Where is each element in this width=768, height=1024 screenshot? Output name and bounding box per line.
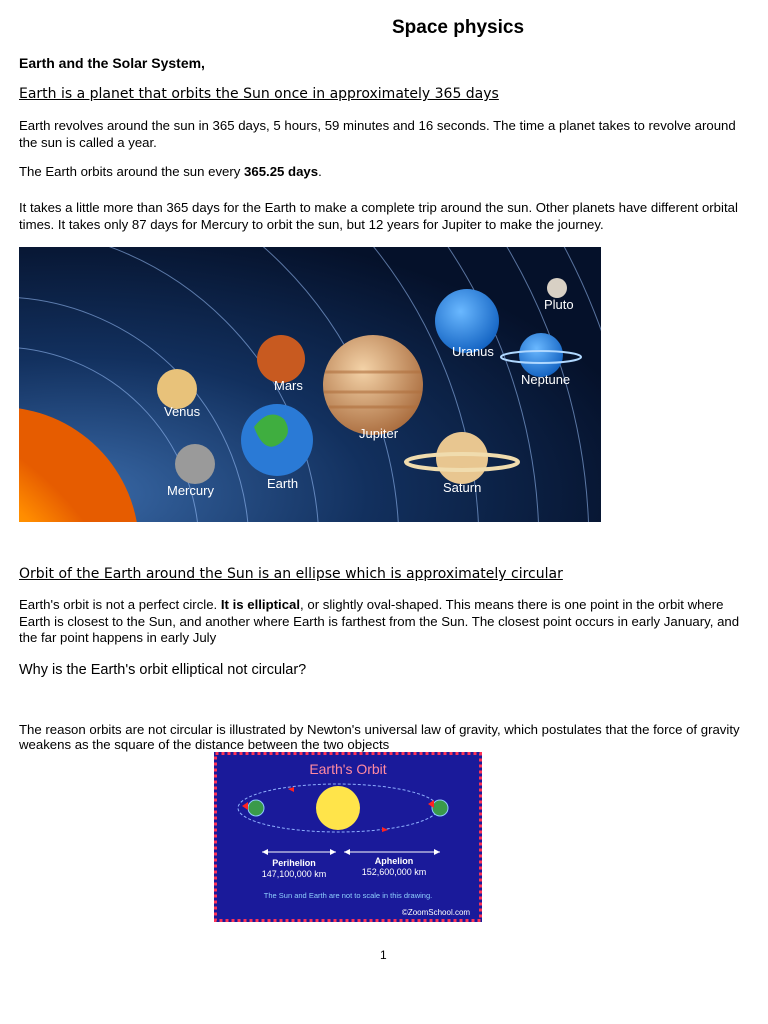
paragraph-elliptical (19, 597, 754, 647)
paragraph-revolution: Earth revolves around the sun in 365 days, 5 hours, 59 minutes and 16 seconds. The time a planet takes to revolve around the sun is called a year. (19, 118, 736, 150)
paragraph-orbital-times: It takes a little more than 365 days for the Earth to make a complete trip around the sun. Other planets have different orbital times. It takes only 87 days for Mercury to orbit the sun, but 12 years for Jupiter to make the journey. (19, 200, 738, 232)
label-pluto: Pluto (544, 297, 574, 312)
question-heading: Why is the Earth's orbit elliptical not circular? (19, 662, 307, 678)
label-uranus: Uranus (452, 344, 494, 359)
paragraph-newton: The reason orbits are not circular is illustrated by Newton's universal law of gravity, which postulates that the force of gravity weakens as the square of the distance between the two objects (19, 722, 740, 752)
text-span: . (318, 164, 322, 179)
solar-system-image (19, 247, 601, 522)
text-span: Earth's orbit is not a perfect circle. (19, 597, 221, 612)
label-saturn: Saturn (443, 480, 482, 495)
label-jupiter: Jupiter (359, 426, 399, 441)
scale-note: The Sun and Earth are not to scale in this drawing. (263, 891, 433, 900)
bold-days: 365.25 days (244, 164, 319, 179)
text-span: , or slightly oval-shaped. This means there is one point in the orbit where Earth is closest to the Sun, and another where Earth is farthest from the Sun. The closest point occurs in early January, and the far point happens in early July (19, 597, 740, 645)
label-neptune: Neptune (521, 372, 571, 387)
page-title: Space physics (392, 17, 525, 38)
perihelion-value: 147,100,000 km (261, 869, 327, 879)
label-earth: Earth (267, 476, 299, 491)
aphelion-label: Aphelion (374, 856, 414, 866)
credit: ©ZoomSchool.com (401, 908, 471, 917)
section-heading: Earth and the Solar System, (19, 55, 205, 71)
label-venus: Venus (164, 404, 201, 419)
text-span: The Earth orbits around the sun every (19, 164, 245, 179)
aphelion-value: 152,600,000 km (361, 867, 427, 877)
label-mercury: Mercury (167, 483, 214, 498)
subheading-orbit-period: Earth is a planet that orbits the Sun once in approximately 365 days (19, 86, 499, 102)
perihelion-label: Perihelion (272, 858, 316, 868)
diagram-title: Earth's Orbit (309, 761, 387, 777)
paragraph-orbit-days (19, 164, 754, 181)
label-mars: Mars (274, 378, 303, 393)
earth-orbit-diagram (214, 752, 482, 922)
bold-elliptical: It is elliptical (220, 597, 301, 612)
page-number: 1 (380, 948, 387, 962)
subheading-ellipse: Orbit of the Earth around the Sun is an ellipse which is approximately circular (19, 566, 563, 582)
